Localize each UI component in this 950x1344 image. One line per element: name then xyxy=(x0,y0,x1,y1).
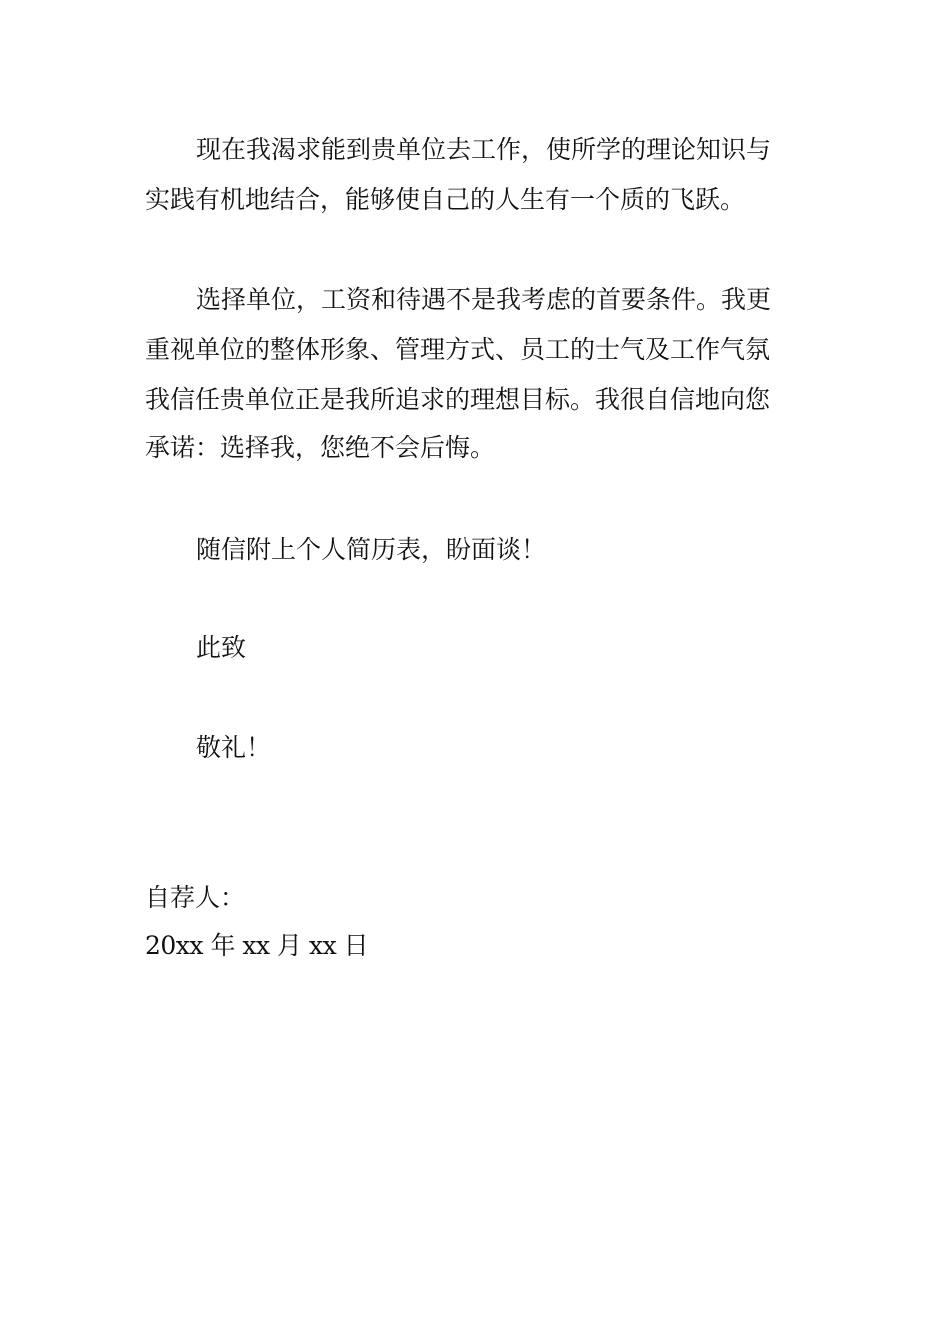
paragraph-2-line-4: 承诺：选择我，您绝不会后悔。 xyxy=(145,433,496,462)
closing-line: 随信附上个人简历表，盼面谈！ xyxy=(196,535,547,564)
paragraph-2-line-3: 我信任贵单位正是我所追求的理想目标。我很自信地向您 xyxy=(145,385,771,414)
paragraph-1-line-1: 现在我渴求能到贵单位去工作，使所学的理论知识与 xyxy=(196,135,772,164)
salutation-line-1: 此致 xyxy=(196,633,247,662)
letter-date: 20xx 年 xx 月 xx 日 xyxy=(145,931,369,960)
paragraph-1-line-2: 实践有机地结合，能够使自己的人生有一个质的飞跃。 xyxy=(145,185,746,214)
paragraph-2-line-1: 选择单位，工资和待遇不是我考虑的首要条件。我更 xyxy=(196,285,772,314)
paragraph-2-line-2: 重视单位的整体形象、管理方式、员工的士气及工作气氛 xyxy=(145,335,771,364)
salutation-line-2: 敬礼！ xyxy=(196,733,272,762)
signature-label: 自荐人： xyxy=(145,883,246,912)
